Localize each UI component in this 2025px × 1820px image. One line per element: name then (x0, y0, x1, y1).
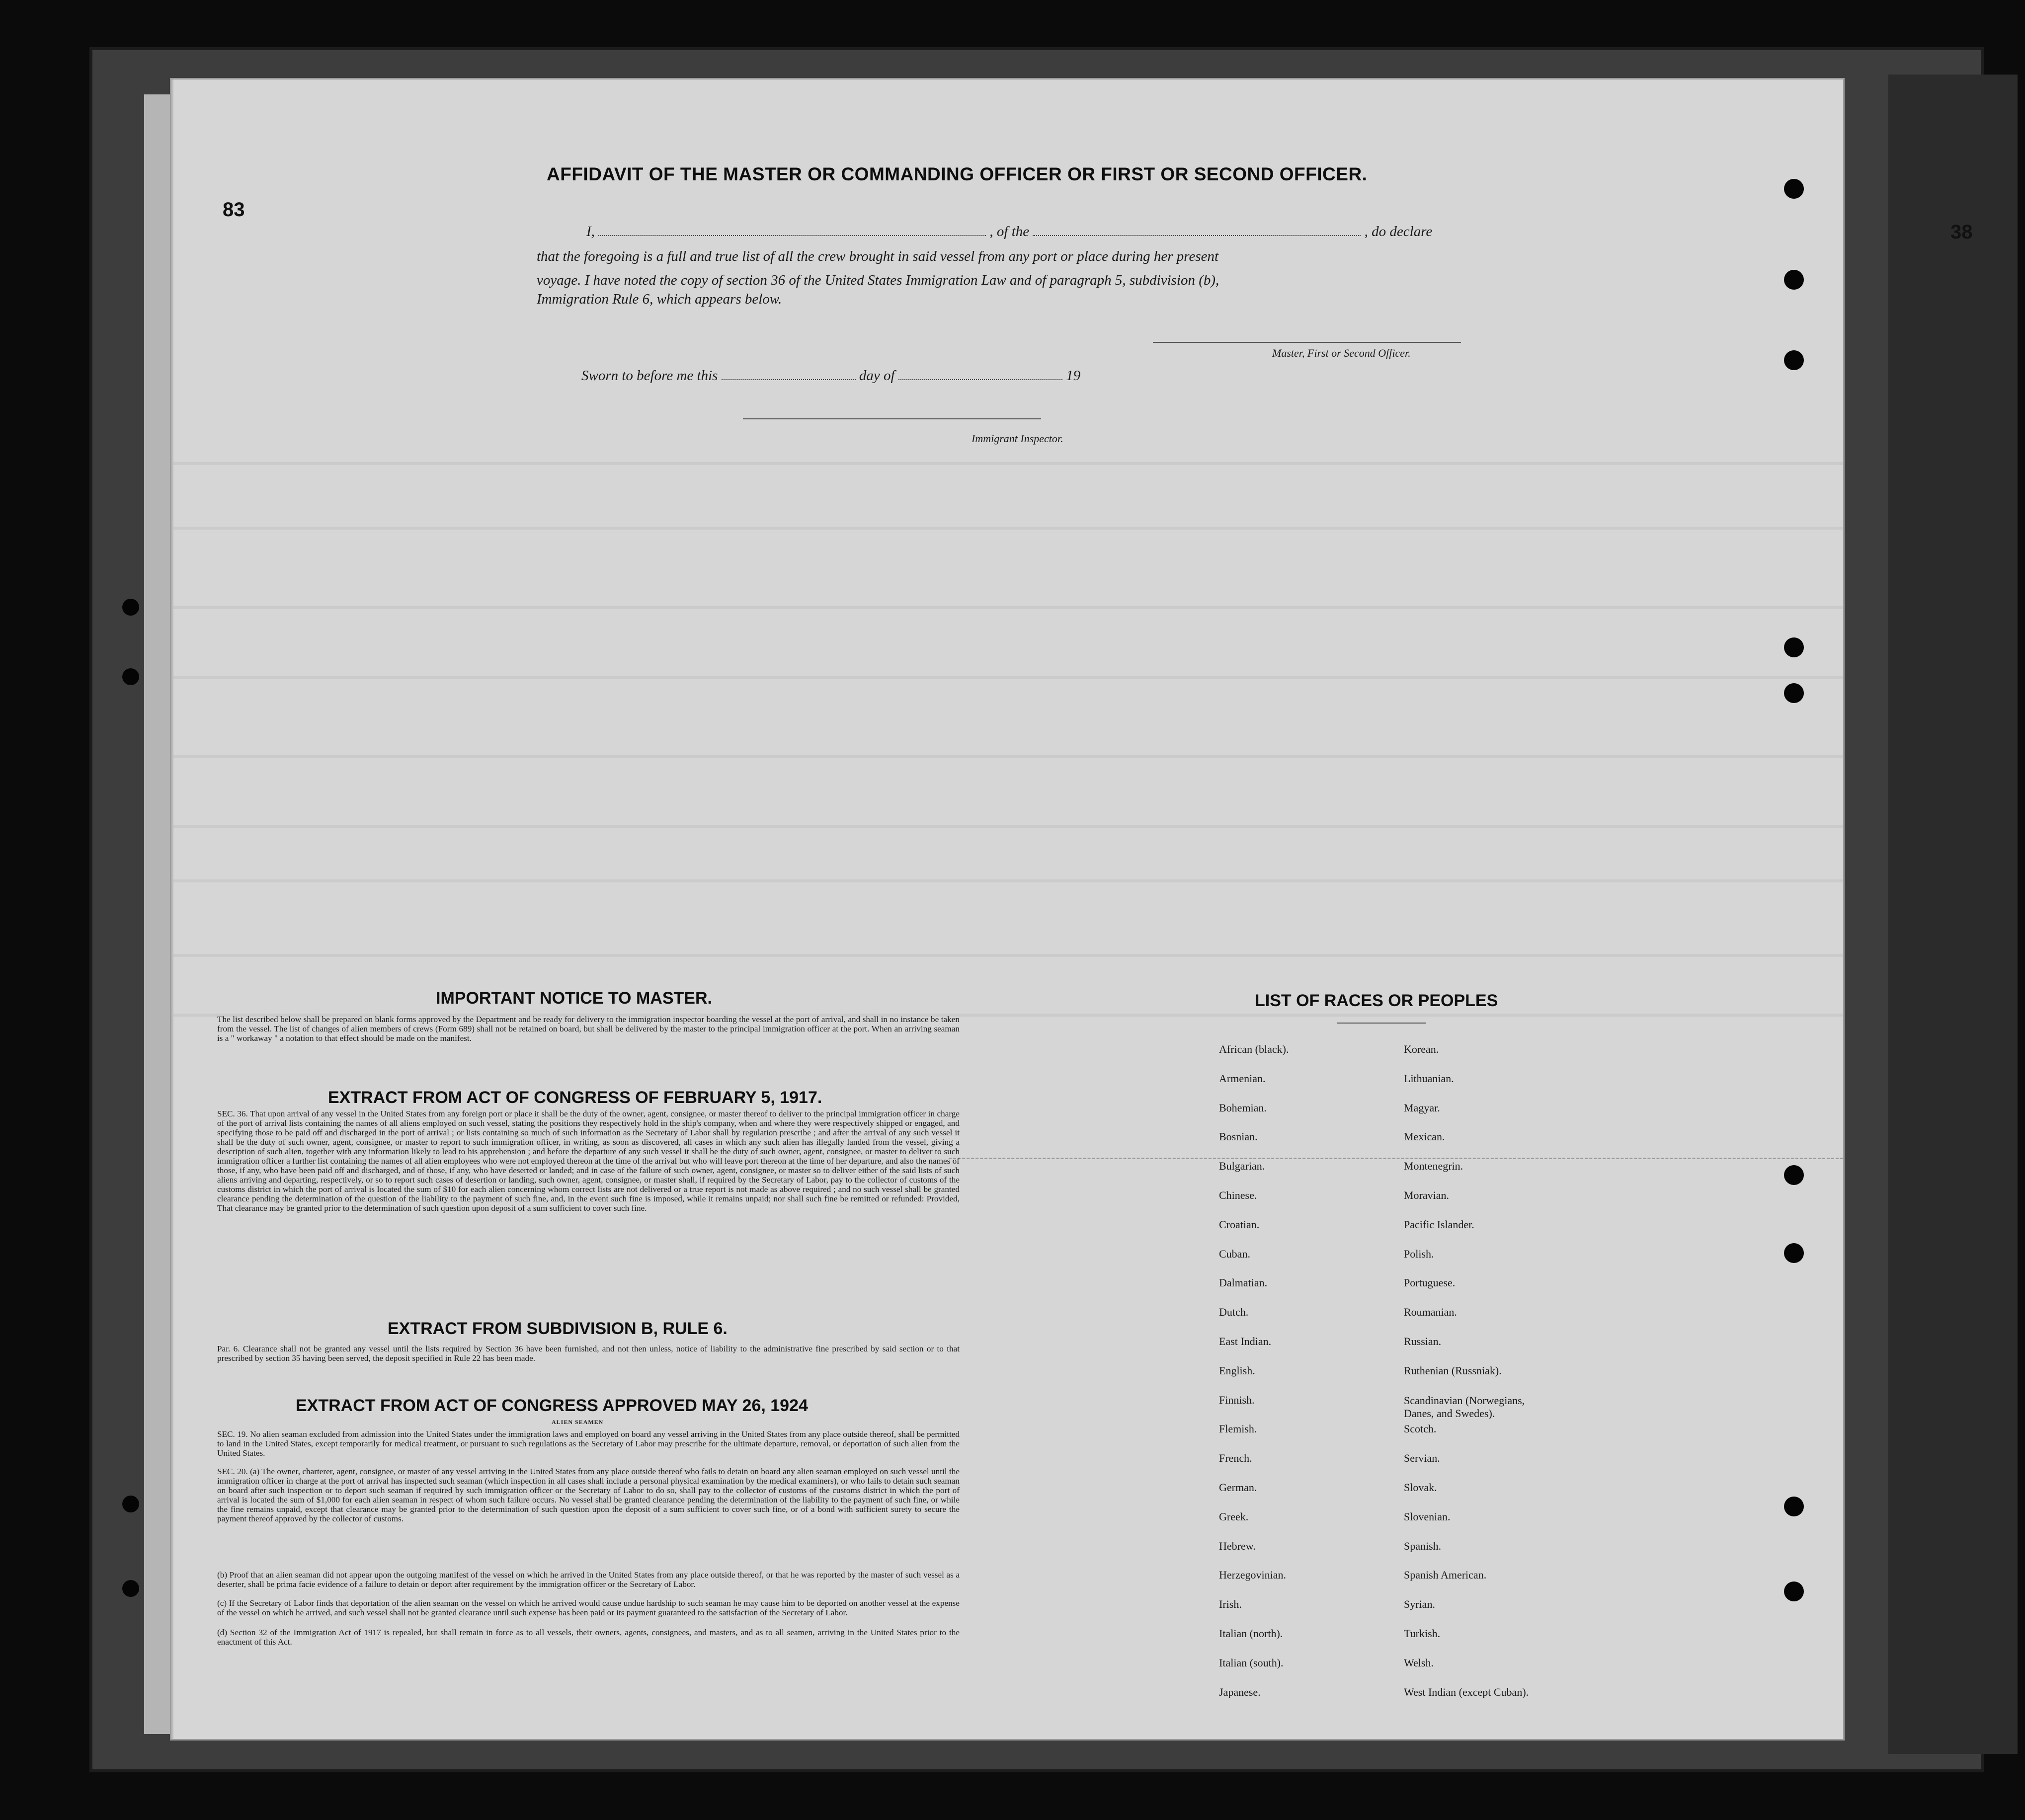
race-item: Russian. (1404, 1335, 1442, 1347)
race-item: Flemish. (1219, 1423, 1257, 1435)
race-item: Slovak. (1404, 1481, 1437, 1494)
binder-right-edge (1888, 75, 2018, 1754)
extract-rule6-title: EXTRACT FROM SUBDIVISION B, RULE 6. (388, 1319, 728, 1338)
bleed-through-line (173, 676, 1843, 679)
bleed-through-line (173, 527, 1843, 530)
race-item: Japanese. (1219, 1685, 1261, 1698)
races-title-rule (1337, 1023, 1426, 1024)
race-item: Ruthenian (Russniak). (1404, 1364, 1502, 1377)
race-item: French. (1219, 1452, 1252, 1465)
race-item: Bohemian. (1219, 1101, 1267, 1114)
extract-1924-title: EXTRACT FROM ACT OF CONGRESS APPROVED MAY 26, 1924 (296, 1396, 808, 1415)
affidavit-line-2: that the foregoing is a full and true list of all the crew brought in said vessel from any port or place during her present (537, 248, 1219, 264)
affidavit-title: AFFIDAVIT OF THE MASTER OR COMMANDING OFFICER OR FIRST OR SECOND OFFICER. (547, 164, 1368, 184)
punch-hole (1784, 270, 1804, 290)
sworn-label: Sworn to before me this (581, 368, 718, 384)
page-number-left: 83 (223, 199, 245, 221)
race-item: Scandinavian (Norwegians, Danes, and Swedes). (1404, 1394, 1525, 1420)
race-item: African (black). (1219, 1043, 1289, 1055)
extract-rule6-body: Par. 6. Clearance shall not be granted any vessel until the lists required by Section 36 have been furnished, and not then unless, notice of liability to the administrative fine prescribed by said section or to that prescribed by section 35 having been served, the deposit specified in Rule 22 has been made. (217, 1344, 960, 1363)
punch-hole (122, 599, 139, 616)
race-item: Syrian. (1404, 1598, 1435, 1611)
extract-1917-body: SEC. 36. That upon arrival of any vessel in the United States from any foreign port or place it shall be the duty of the owner, agent, consignee, or master thereof to deliver to the principal immigration officer in charge of the port of arrival lists containing the names of all aliens employed on such vessel, stating the positions they respectively hold in the ship's company, when and where they were respectively shipped or engaged, and specifying those to be paid off and discharged in the port of arrival ; or lists containing so much of such information as the Secretary of Labor shall by regulation prescribe ; and after the arrival of any such vessel it shall be the duty of such owner, agent, consignee, or master to report to such immigration officer, in writing, as soon as discovered, all cases in which any such alien has illegally landed from the vessel, giving a description of such alien, together with any information likely to lead to his apprehension ; and before the departure of any such vessel it shall be the duty of such owner, agent, consignee, or master to deliver to such immigration officer a further list containing the names of all alien employees who were not employed thereon at the time of the arrival but who will leave port thereon at the time of her departure, and also the names of those, if any, who have been paid off and discharged, and of those, if any, who have deserted or landed; and in case of the failure of such owner, agent, consignee, or master so to deliver either of the said lists of such aliens arriving and departing, respectively, or so to report such cases of desertion or landing, such owner, agent, consignee, or master shall, if required by the Secretary of Labor, pay to the collector of customs of the customs district in which the port of arrival is located the sum of $10 for each alien concerning whom correct lists are not delivered or a true report is not made as above required ; and no such vessel shall be granted clearance pending the determination of the question of the liability to the payment of such fine, and, in the event such fine is imposed, while it remains unpaid; nor shall such fine be remitted or refunded: Provided, That clearance may be granted prior to the determination of such question upon deposit of a sum sufficient to cover such fine. (217, 1109, 960, 1213)
extract-1924-sec20c: (c) If the Secretary of Labor finds that deportation of the alien seaman on the vessel on which he arrived would cause undue hardship to such seaman he may cause him to be deported on another vessel at the expense of the vessel on which he arrived, and such vessel shall not be granted clearance until such expense has been paid or its payment guaranteed to the satisfaction of the Secretary of Labor. (217, 1598, 960, 1617)
punch-hole (1784, 637, 1804, 657)
punch-hole (1784, 179, 1804, 199)
race-item: Moravian. (1404, 1188, 1450, 1201)
race-item: Scotch. (1404, 1423, 1437, 1435)
race-item: East Indian. (1219, 1335, 1272, 1347)
race-item: Montenegrin. (1404, 1160, 1463, 1173)
affidavit-i-label: I, (586, 224, 595, 239)
notice-title: IMPORTANT NOTICE TO MASTER. (436, 989, 712, 1008)
page-number-right: 38 (1950, 221, 1973, 243)
extract-1917-title: EXTRACT FROM ACT OF CONGRESS OF FEBRUARY 5, 1917. (328, 1088, 822, 1107)
race-item: Spanish. (1404, 1539, 1442, 1552)
sworn-day-blank (722, 368, 856, 380)
punch-hole (122, 1580, 139, 1597)
race-item: Korean. (1404, 1043, 1439, 1055)
notice-body: The list described below shall be prepared on blank forms approved by the Department and be ready for delivery to the immigration inspector boarding the vessel at the port of arrival, and shall in no instance be taken from the vessel. The list of changes of alien members of crews (Form 689) shall not be retained on board, but shall be delivered by the master to the principal immigration officer at the port. When an arriving seaman is a " workaway " a notation to that effect should be made on the manifest. (217, 1015, 960, 1043)
race-item: Dalmatian. (1219, 1276, 1268, 1289)
extract-1924-sec20d: (d) Section 32 of the Immigration Act of 1917 is repealed, but shall remain in force as to all vessels, their owners, agents, consignees, and masters, and as to all seamen, arriving in the United States prior to the enactment of this Act. (217, 1628, 960, 1647)
punch-hole (1784, 1582, 1804, 1601)
bleed-through-line (173, 825, 1843, 828)
race-item: Roumanian. (1404, 1306, 1457, 1319)
bleed-through-line (173, 462, 1843, 465)
race-item: Italian (south). (1219, 1656, 1284, 1669)
affidavit-line-1 (586, 224, 1432, 240)
race-item: Servian. (1404, 1452, 1440, 1465)
race-item: Armenian. (1219, 1072, 1266, 1085)
extract-1924-sec20a: SEC. 20. (a) The owner, charterer, agent, consignee, or master of any vessel arriving in the United States from any place outside thereof who fails to detain on board any alien seaman employed on such vessel until the immigration officer in charge at the port of arrival has inspected such seaman (which inspection in all cases shall include a personal physical examination by the medical examiners), or who fails to detain such seaman on board after such inspection or to deport such seaman if required by such immigration officer or the Secretary of Labor to do so, shall pay to the collector of customs of the customs district in which the port of arrival is located the sum of $1,000 for each alien seaman in respect of whom such failure occurs. No vessel shall be granted clearance pending the determination of the liability to the payment of such fine, or while the fine remains unpaid, except that clearance may be granted prior to the determination of such question upon the deposit of a sum sufficient to cover such fine, or of a bond with sufficient surety to secure the payment thereof approved by the collector of customs. (217, 1467, 960, 1523)
punch-hole (1784, 1243, 1804, 1263)
extract-1924-subtitle: ALIEN SEAMEN (552, 1419, 604, 1425)
race-item: Spanish American. (1404, 1569, 1487, 1582)
race-item: Hebrew. (1219, 1539, 1256, 1552)
vessel-name-blank (1033, 224, 1361, 236)
sworn-day-of-label: day of (859, 368, 895, 384)
race-item: Bulgarian. (1219, 1160, 1265, 1173)
master-signature-label: Master, First or Second Officer. (1272, 347, 1411, 359)
race-item: Welsh. (1404, 1656, 1434, 1669)
affidavit-line-3: voyage. I have noted the copy of section 36 of the United States Immigration Law and of paragraph 5, subdivision (b), (537, 272, 1219, 288)
races-right-column (1404, 1043, 1613, 1715)
bleed-through-line (173, 755, 1843, 758)
race-item: Polish. (1404, 1247, 1434, 1260)
race-item: Magyar. (1404, 1101, 1440, 1114)
extract-1924-sec20b: (b) Proof that an alien seaman did not appear upon the outgoing manifest of the vessel on which he arrived in the United States from any place outside thereof, or that he was reported by the master of such vessel as a deserter, shall be prima facie evidence of a failure to detain or deport after requirement by the immigration officer or the Secretary of Labor. (217, 1570, 960, 1589)
race-item: Mexican. (1404, 1130, 1445, 1143)
race-item: Bosnian. (1219, 1130, 1258, 1143)
race-item: Croatian. (1219, 1218, 1260, 1231)
bleed-through-line (173, 879, 1843, 882)
race-item: Herzegovinian. (1219, 1569, 1286, 1582)
bleed-through-dashed-line (949, 1158, 1843, 1159)
race-item: Turkish. (1404, 1627, 1441, 1640)
punch-hole (122, 668, 139, 685)
race-item: Chinese. (1219, 1188, 1257, 1201)
sworn-year-label: 19 (1066, 368, 1081, 384)
declarant-name-blank (598, 224, 986, 236)
bleed-through-line (173, 606, 1843, 609)
race-item: Slovenian. (1404, 1510, 1451, 1523)
race-item: Dutch. (1219, 1306, 1249, 1319)
race-item: Lithuanian. (1404, 1072, 1454, 1085)
race-item: West Indian (except Cuban). (1404, 1685, 1529, 1698)
sworn-line (581, 368, 1080, 384)
sworn-month-blank (898, 368, 1062, 380)
race-item: English. (1219, 1364, 1255, 1377)
bleed-through-line (173, 954, 1843, 957)
master-signature-line (1153, 342, 1461, 343)
race-item: Irish. (1219, 1598, 1242, 1611)
affidavit-of-the-label: , of the (989, 224, 1030, 239)
race-item: Portuguese. (1404, 1276, 1456, 1289)
race-item: Greek. (1219, 1510, 1249, 1523)
punch-hole (122, 1496, 139, 1512)
punch-hole (1784, 1165, 1804, 1185)
punch-hole (1784, 683, 1804, 703)
punch-hole (1784, 1497, 1804, 1516)
inspector-signature-line (743, 418, 1041, 419)
extract-1924-sec19: SEC. 19. No alien seaman excluded from admission into the United States under the immigration laws and employed on board any vessel arriving in the United States from any place outside thereof, shall be permitted to land in the United States, except temporarily for medical treatment, or pursuant to such regulations as the Secretary of Labor may prescribe for the ultimate departure, removal, or deportation of such alien from the United States. (217, 1429, 960, 1458)
race-item: German. (1219, 1481, 1257, 1494)
affidavit-declare-label: , do declare (1364, 224, 1433, 239)
race-item: Finnish. (1219, 1393, 1255, 1406)
races-title: LIST OF RACES OR PEOPLES (1255, 991, 1498, 1010)
race-item: Italian (north). (1219, 1627, 1283, 1640)
race-item: Cuban. (1219, 1247, 1250, 1260)
affidavit-line-4: Immigration Rule 6, which appears below. (537, 291, 782, 307)
race-item: Pacific Islander. (1404, 1218, 1474, 1231)
inspector-signature-label: Immigrant Inspector. (972, 432, 1063, 445)
punch-hole (1784, 350, 1804, 370)
races-left-column (1219, 1043, 1388, 1715)
